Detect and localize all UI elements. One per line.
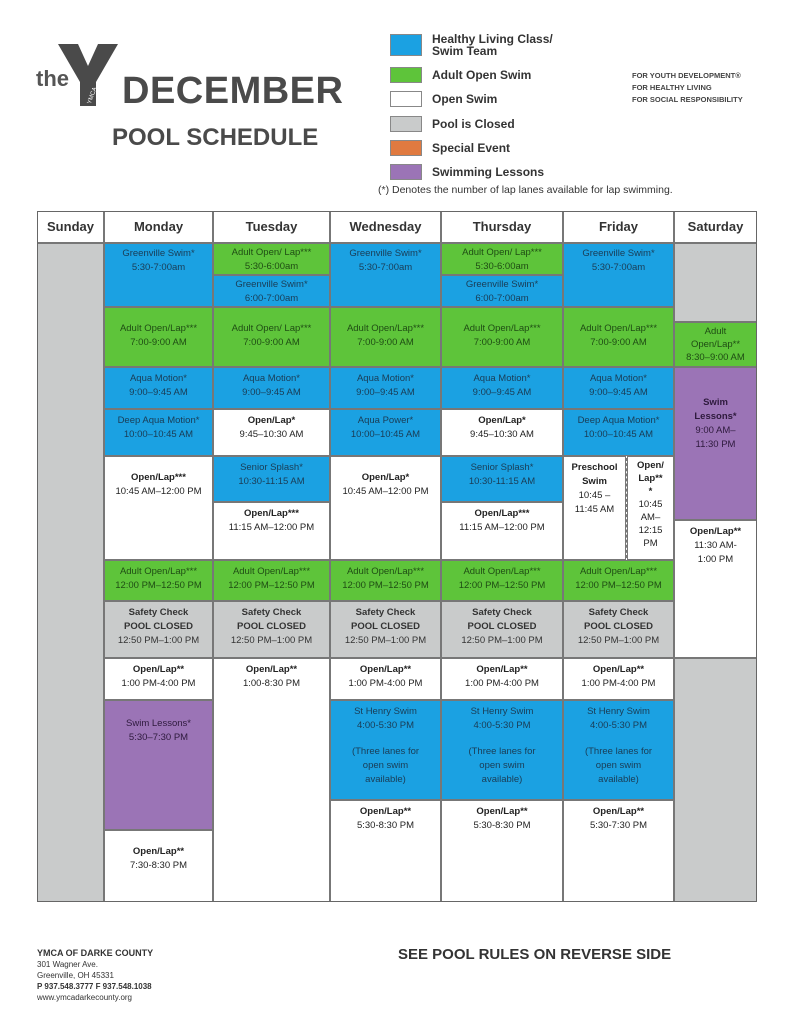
tagline-line: FOR HEALTHY LIVING xyxy=(632,83,712,92)
schedule-entry: Senior Splash* 10:30-11:15 AM xyxy=(213,456,330,502)
lap-lanes-note: (*) Denotes the number of lap lanes available for lap swimming. xyxy=(378,184,673,196)
schedule-entry: Open/Lap** 1:00 PM-4:00 PM xyxy=(563,658,674,700)
schedule-entry: Open/Lap*** 11:15 AM–12:00 PM xyxy=(441,502,563,560)
legend-label: Swimming Lessons xyxy=(432,165,545,179)
pool-rules-note: SEE POOL RULES ON REVERSE SIDE xyxy=(398,946,672,963)
legend-label: Special Event xyxy=(432,141,511,155)
tagline-line: FOR SOCIAL RESPONSIBILITY xyxy=(632,95,743,104)
schedule-entry: Aqua Motion* 9:00–9:45 AM xyxy=(563,367,674,409)
schedule-entry: Adult Open/Lap** 8:30–9:00 AM xyxy=(674,322,757,367)
schedule-entry: Adult Open/Lap*** 7:00-9:00 AM xyxy=(441,307,563,367)
legend-item-swimming-lessons xyxy=(390,163,544,181)
schedule-grid-frame xyxy=(37,211,757,902)
schedule-entry: Open/Lap** 5:30-7:30 PM xyxy=(563,800,674,902)
schedule-entry: Adult Open/Lap*** 12:00 PM–12:50 PM xyxy=(330,560,441,601)
schedule-entry: Greenville Swim* 6:00-7:00am xyxy=(213,275,330,307)
schedule-entry: Deep Aqua Motion* 10:00–10:45 AM xyxy=(104,409,213,456)
day-header-sunday: Sunday xyxy=(37,211,104,243)
logo-ymca-text: YMCA xyxy=(86,86,99,105)
schedule-entry: Adult Open/Lap*** 12:00 PM–12:50 PM xyxy=(213,560,330,601)
schedule-entry: Adult Open/Lap*** 12:00 PM–12:50 PM xyxy=(104,560,213,601)
legend-label: Healthy Living Class/ Swim Team xyxy=(432,32,553,58)
footer-address-line: Greenville, OH 45331 xyxy=(37,971,114,980)
footer-address-line: 301 Wagner Ave. xyxy=(37,960,98,969)
schedule-entry: Open/Lap** 1:00-8:30 PM xyxy=(213,658,330,902)
schedule-entry: Open/Lap** 1:00 PM-4:00 PM xyxy=(441,658,563,700)
ymca-y-logo-icon xyxy=(58,44,118,106)
schedule-entry: Open/Lap* 9:45–10:30 AM xyxy=(441,409,563,456)
schedule-entry: St Henry Swim 4:00-5:30 PM (Three lanes for open swim available) xyxy=(330,700,441,800)
schedule-entry: Open/Lap** 11:30 AM- 1:00 PM xyxy=(674,520,757,658)
legend-item-open-swim xyxy=(390,90,497,108)
schedule-entry: Adult Open/ Lap*** 5:30-6:00am xyxy=(213,243,330,275)
day-header-wednesday: Wednesday xyxy=(330,211,441,243)
footer-website-link[interactable]: www.ymcadarkecounty.org xyxy=(37,993,132,1002)
schedule-entry: Safety Check POOL CLOSED 12:50 PM–1:00 PM xyxy=(104,601,213,658)
legend-swatch xyxy=(390,91,422,107)
legend-item-pool-closed xyxy=(390,115,515,133)
schedule-entry: Adult Open/Lap*** 7:00-9:00 AM xyxy=(330,307,441,367)
legend-item-healthy-living xyxy=(390,32,582,58)
tagline-line: FOR YOUTH DEVELOPMENT® xyxy=(632,71,741,80)
page-title: DECEMBER xyxy=(122,70,344,112)
legend-label: Open Swim xyxy=(432,92,498,106)
day-header-tuesday: Tuesday xyxy=(213,211,330,243)
day-header-saturday: Saturday xyxy=(674,211,757,243)
schedule-entry: Open/Lap** 7:30-8:30 PM xyxy=(104,830,213,902)
schedule-entry: Greenville Swim* 6:00-7:00am xyxy=(441,275,563,307)
day-header-thursday: Thursday xyxy=(441,211,563,243)
schedule-entry: Greenville Swim* 5:30-7:00am xyxy=(330,243,441,307)
schedule-entry: Adult Open/ Lap*** 5:30-6:00am xyxy=(441,243,563,275)
legend-swatch xyxy=(390,67,422,83)
schedule-entry: Swim Lessons* 5:30–7:30 PM xyxy=(104,700,213,830)
schedule-entry: Swim Lessons* 9:00 AM– 11:30 PM xyxy=(674,367,757,520)
schedule-entry: Open/Lap*** 11:15 AM–12:00 PM xyxy=(213,502,330,560)
schedule-entry: Adult Open/Lap*** 7:00-9:00 AM xyxy=(563,307,674,367)
legend-label: Adult Open Swim xyxy=(432,68,532,82)
schedule-entry: Open/Lap** 1:00 PM-4:00 PM xyxy=(104,658,213,700)
legend-item-adult-open-swim xyxy=(390,66,531,84)
day-header-friday: Friday xyxy=(563,211,674,243)
schedule-entry: Open/Lap* 9:45–10:30 AM xyxy=(213,409,330,456)
legend-swatch xyxy=(390,116,422,132)
footer-phone: P 937.548.3777 F 937.548.1038 xyxy=(37,982,152,991)
schedule-entry: Aqua Motion* 9:00–9:45 AM xyxy=(330,367,441,409)
legend-swatch xyxy=(390,164,422,180)
day-header-monday: Monday xyxy=(104,211,213,243)
schedule-entry: Safety Check POOL CLOSED 12:50 PM–1:00 PM xyxy=(213,601,330,658)
schedule-entry: Aqua Power* 10:00–10:45 AM xyxy=(330,409,441,456)
schedule-entry: Open/ Lap** * 10:45 AM– 12:15 PM xyxy=(627,456,674,560)
schedule-entry: Greenville Swim* 5:30-7:00am xyxy=(563,243,674,307)
schedule-entry: Adult Open/ Lap*** 7:00-9:00 AM xyxy=(213,307,330,367)
schedule-entry: Greenville Swim* 5:30-7:00am xyxy=(104,243,213,307)
schedule-entry: Adult Open/Lap*** 7:00-9:00 AM xyxy=(104,307,213,367)
schedule-entry: Open/Lap** 5:30-8:30 PM xyxy=(441,800,563,902)
schedule-entry: St Henry Swim 4:00-5:30 PM (Three lanes for open swim available) xyxy=(441,700,563,800)
schedule-entry: Deep Aqua Motion* 10:00–10:45 AM xyxy=(563,409,674,456)
schedule-entry: Aqua Motion* 9:00–9:45 AM xyxy=(441,367,563,409)
logo-the-text: the xyxy=(36,66,69,91)
schedule-entry: Adult Open/Lap*** 12:00 PM–12:50 PM xyxy=(441,560,563,601)
schedule-entry: Preschool Swim 10:45 – 11:45 AM xyxy=(563,456,626,560)
schedule-entry: Open/Lap* 10:45 AM–12:00 PM xyxy=(330,456,441,560)
schedule-entry: St Henry Swim 4:00-5:30 PM (Three lanes for open swim available) xyxy=(563,700,674,800)
schedule-entry: Aqua Motion* 9:00–9:45 AM xyxy=(213,367,330,409)
legend-label: Pool is Closed xyxy=(432,117,515,131)
page-subtitle: POOL SCHEDULE xyxy=(112,124,319,151)
schedule-entry: Safety Check POOL CLOSED 12:50 PM–1:00 PM xyxy=(330,601,441,658)
footer-org-name: YMCA OF DARKE COUNTY xyxy=(37,948,154,958)
legend-item-special-event xyxy=(390,139,510,157)
legend-swatch xyxy=(390,140,422,156)
schedule-entry: Open/Lap*** 10:45 AM–12:00 PM xyxy=(104,456,213,560)
schedule-entry: Safety Check POOL CLOSED 12:50 PM–1:00 PM xyxy=(441,601,563,658)
schedule-entry: Open/Lap** 1:00 PM-4:00 PM xyxy=(330,658,441,700)
schedule-entry: Senior Splash* 10:30-11:15 AM xyxy=(441,456,563,502)
legend-swatch xyxy=(390,34,422,56)
schedule-entry: Open/Lap** 5:30-8:30 PM xyxy=(330,800,441,902)
schedule-entry: Aqua Motion* 9:00–9:45 AM xyxy=(104,367,213,409)
schedule-entry: Safety Check POOL CLOSED 12:50 PM–1:00 PM xyxy=(563,601,674,658)
schedule-entry: Adult Open/Lap*** 12:00 PM–12:50 PM xyxy=(563,560,674,601)
